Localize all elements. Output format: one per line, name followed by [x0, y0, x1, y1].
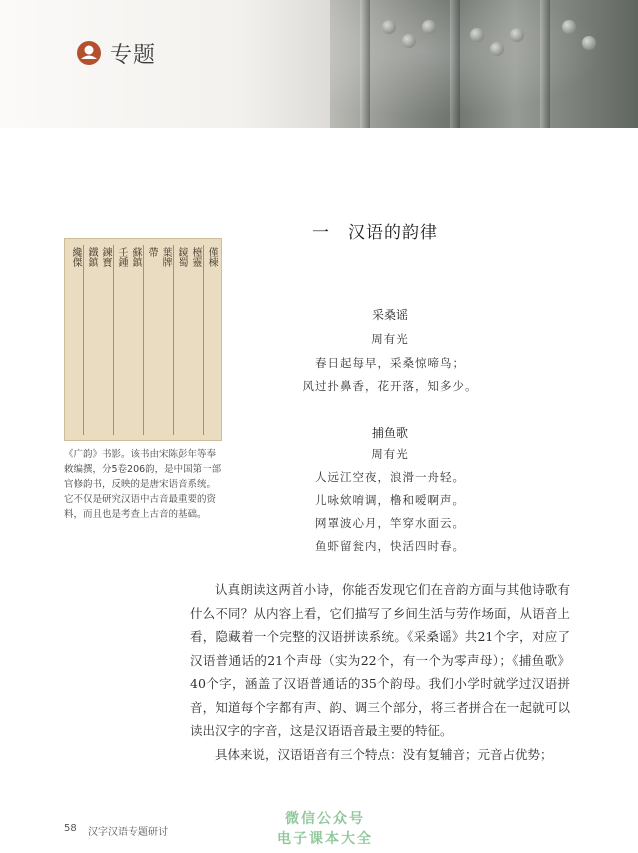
- book-glyph-column: 僅棟: [206, 247, 217, 267]
- section-title: 一 汉语的韵律: [312, 223, 438, 243]
- category-title: 专题: [110, 43, 157, 68]
- bronze-artifact-image: [330, 0, 638, 128]
- guangyun-book-image: [64, 238, 222, 441]
- book-glyph-column: 鍊寶: [100, 247, 111, 267]
- poem-line: 风过扑鼻香，花开落，知多少。: [302, 379, 478, 393]
- body-paragraph: 认真朗读这两首小诗，你能否发现它们在音韵方面与其他诗歌有什么不同？从内容上看，它们描写了乡间生活与劳作场面，从语音上看，隐藏着一个完整的汉语拼读系统。《采桑谣》共21个字，对应了汉语普通话的21个声母（实为22个，有一个为零声母）；《捕鱼歌》40个字，涵盖了汉语普通话的35个韵母。我们小学时就学过汉语拼音，知道每个字都有声、韵、调三个部分，将三者拼合在一起就可以读出汉字的字音，这是汉语语音最主要的特征。: [190, 582, 570, 738]
- book-glyph-column: 鐵鎮: [86, 247, 97, 267]
- poem-title: 捕鱼歌: [371, 426, 408, 440]
- book-glyph-column: 壬鍾: [116, 247, 127, 267]
- book-glyph-column: 纔傑: [70, 247, 81, 267]
- watermark-line: 微信公众号: [285, 811, 365, 827]
- book-glyph-column: 檯靈: [190, 247, 201, 267]
- body-paragraph: 具体来说，汉语语音有三个特点：没有复辅音；元音占优势；: [215, 746, 553, 762]
- book-glyph-column: 鏡蜀: [176, 247, 187, 267]
- poem-line: 网罩波心月，竿穿水面云。: [315, 516, 465, 530]
- poem-line: 鱼虾留瓮内，快活四时春。: [315, 539, 465, 553]
- topic-emblem-icon: [76, 40, 102, 66]
- body-text: [190, 578, 570, 766]
- book-title: 汉字汉语专题研讨: [88, 827, 168, 838]
- page-number: 58: [64, 823, 77, 834]
- poem-line: 春日起每早，采桑惊啼鸟；: [315, 356, 465, 370]
- poem-line: 儿咏欸唷调，橹和嗳啊声。: [315, 493, 465, 507]
- book-glyph-column: 蘇鎮: [130, 247, 141, 267]
- poem-title: 采桑谣: [371, 308, 408, 322]
- poem-author: 周有光: [371, 332, 409, 346]
- poem-line: 人远江空夜，浪滑一舟轻。: [315, 470, 465, 484]
- watermark-line: 电子课本大全: [277, 831, 373, 847]
- book-glyph-column: 葉牌: [160, 247, 171, 267]
- figure-caption: 《广韵》书影。该书由宋陈彭年等奉敕编撰，分5卷206韵，是中国第一部官修韵书，反映的是唐宋语音系统。它不仅是研究汉语中古音最重要的资料，而且也是考查上古音的基础。: [64, 449, 222, 520]
- header-banner: [0, 0, 638, 128]
- poem-author: 周有光: [371, 447, 409, 461]
- book-glyph-column: 帶: [146, 247, 157, 257]
